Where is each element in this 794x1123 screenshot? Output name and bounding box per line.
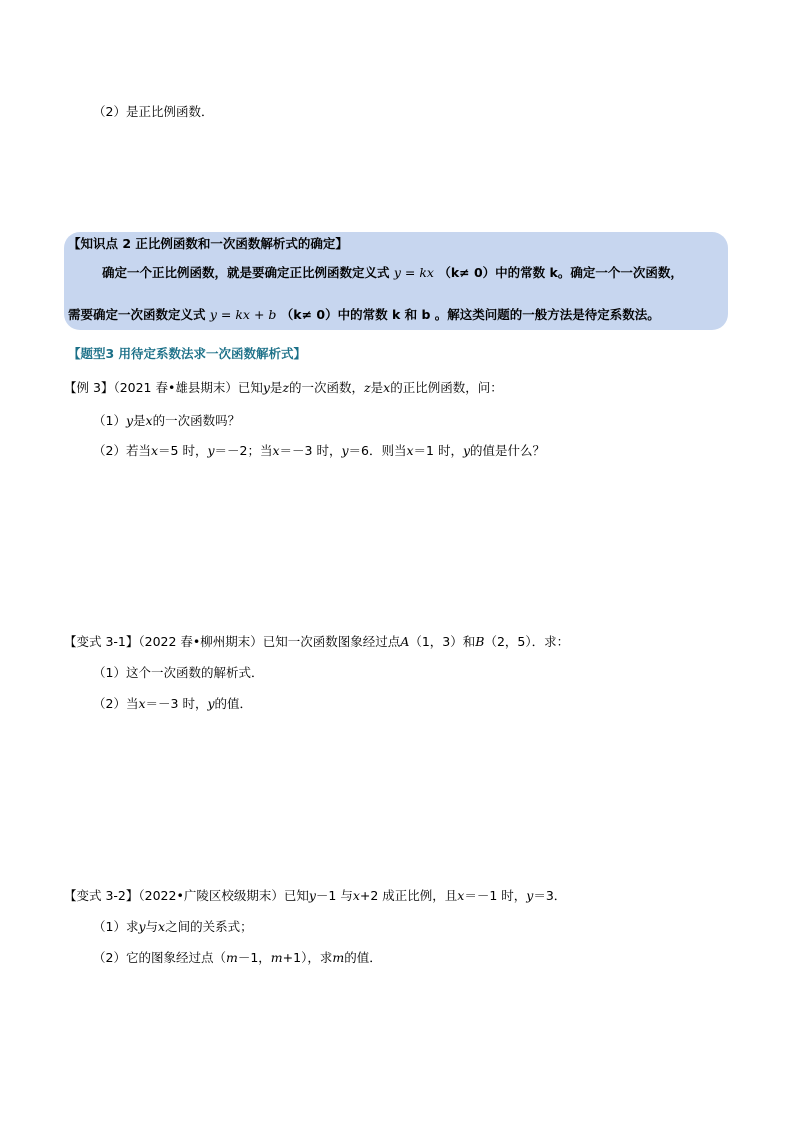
var-y: y bbox=[207, 443, 215, 458]
var-x: x bbox=[352, 888, 360, 903]
variant-3-1-question-1: （1）这个一次函数的解析式． bbox=[93, 665, 264, 680]
text: －1， bbox=[237, 950, 271, 965]
knowledge-text: （k≠ 0）中的常数 k。确定一个一次函数， bbox=[438, 265, 683, 280]
var-y: y bbox=[207, 696, 215, 711]
variant-3-2-question-2 bbox=[93, 949, 382, 967]
var-x: x bbox=[383, 380, 391, 395]
var-x: x bbox=[150, 443, 159, 458]
knowledge-point-box bbox=[64, 232, 728, 330]
var-z: z bbox=[282, 380, 290, 395]
knowledge-text: 需要确定一次函数定义式 bbox=[68, 307, 206, 322]
knowledge-title: 【知识点 2 正比例函数和一次函数解析式的确定】 bbox=[68, 236, 348, 251]
text: 之间的关系式； bbox=[165, 919, 253, 934]
text: 是 bbox=[269, 380, 283, 395]
text: ＝－3 时， bbox=[279, 443, 342, 458]
text: ＝1 时， bbox=[413, 443, 463, 458]
text: 的正比例函数，问： bbox=[390, 380, 503, 395]
text: 的一次函数， bbox=[289, 380, 365, 395]
text: （2）当 bbox=[93, 696, 139, 711]
example-3-stem bbox=[64, 379, 503, 397]
text: ＝6．则当 bbox=[348, 443, 407, 458]
var-y: y bbox=[262, 380, 270, 395]
var-x: x bbox=[457, 888, 465, 903]
var-y: y bbox=[138, 919, 146, 934]
text: +1），求 bbox=[282, 950, 333, 965]
var-x: x bbox=[145, 413, 153, 428]
point-a: A bbox=[400, 634, 410, 649]
var-x: x bbox=[272, 443, 280, 458]
var-y: y bbox=[526, 888, 534, 903]
text: 的值是什么？ bbox=[470, 443, 546, 458]
point-b: B bbox=[475, 634, 485, 649]
var-y: y bbox=[341, 443, 349, 458]
example-label: 【例 3】 bbox=[64, 380, 114, 395]
text: （2021 春•雄县期末）已知 bbox=[113, 380, 263, 395]
var-y: y bbox=[308, 888, 316, 903]
var-z: z bbox=[364, 380, 371, 395]
var-m: m bbox=[225, 950, 238, 965]
knowledge-text: （k≠ 0）中的常数 k 和 b 。解这类问题的一般方法是待定系数法。 bbox=[280, 307, 660, 322]
variant-3-2-question-1 bbox=[93, 918, 253, 936]
var-x: x bbox=[158, 919, 166, 934]
text: （2022•广陵区校级期末）已知 bbox=[138, 888, 309, 903]
formula-direct-proportion: y = kx bbox=[393, 265, 434, 280]
knowledge-line-2 bbox=[68, 306, 660, 324]
text: ＝5 时， bbox=[158, 443, 208, 458]
text: 的值． bbox=[214, 696, 253, 711]
text: （1，3）和 bbox=[409, 634, 476, 649]
answer-item-2 bbox=[93, 103, 213, 121]
text: 的值． bbox=[344, 950, 382, 965]
text: 与 bbox=[145, 919, 159, 934]
answer-text: （2）是正比例函数． bbox=[93, 104, 214, 119]
text: （2）若当 bbox=[93, 443, 151, 458]
text: （2022 春•柳州期末）已知一次函数图象经过点 bbox=[138, 634, 401, 649]
var-m: m bbox=[332, 950, 345, 965]
text: 的一次函数吗？ bbox=[152, 413, 241, 428]
text: （1）求 bbox=[93, 919, 139, 934]
text: 是 bbox=[133, 413, 146, 428]
text: ＝3． bbox=[533, 888, 567, 903]
example-3-question-1 bbox=[93, 412, 240, 430]
text: （2）它的图象经过点（ bbox=[93, 950, 226, 965]
knowledge-text: 确定一个正比例函数，就是要确定正比例函数定义式 bbox=[102, 265, 390, 280]
text: －1 与 bbox=[315, 888, 353, 903]
text: （1） bbox=[93, 413, 126, 428]
text: ＝－1 时， bbox=[464, 888, 527, 903]
example-3-question-2 bbox=[93, 442, 545, 460]
var-m: m bbox=[270, 950, 283, 965]
knowledge-line-1 bbox=[102, 264, 683, 282]
text: 是 bbox=[370, 380, 384, 395]
var-y: y bbox=[462, 443, 471, 458]
variant-3-1-question-2 bbox=[93, 695, 252, 713]
variant-3-1-stem bbox=[64, 633, 569, 651]
var-x: x bbox=[406, 443, 414, 458]
formula-linear-function: y = kx + b bbox=[209, 307, 277, 322]
text: ＝－3 时， bbox=[145, 696, 208, 711]
variant-label: 【变式 3-2】 bbox=[64, 888, 139, 903]
var-y: y bbox=[125, 413, 134, 428]
text: +2 成正比例，且 bbox=[359, 888, 458, 903]
text: ＝－2；当 bbox=[214, 443, 273, 458]
question-type-title: 【题型3 用待定系数法求一次函数解析式】 bbox=[68, 346, 307, 361]
var-x: x bbox=[138, 696, 146, 711]
text: （2，5）．求： bbox=[484, 634, 570, 649]
variant-label: 【变式 3-1】 bbox=[64, 634, 139, 649]
variant-3-2-stem bbox=[64, 887, 566, 905]
